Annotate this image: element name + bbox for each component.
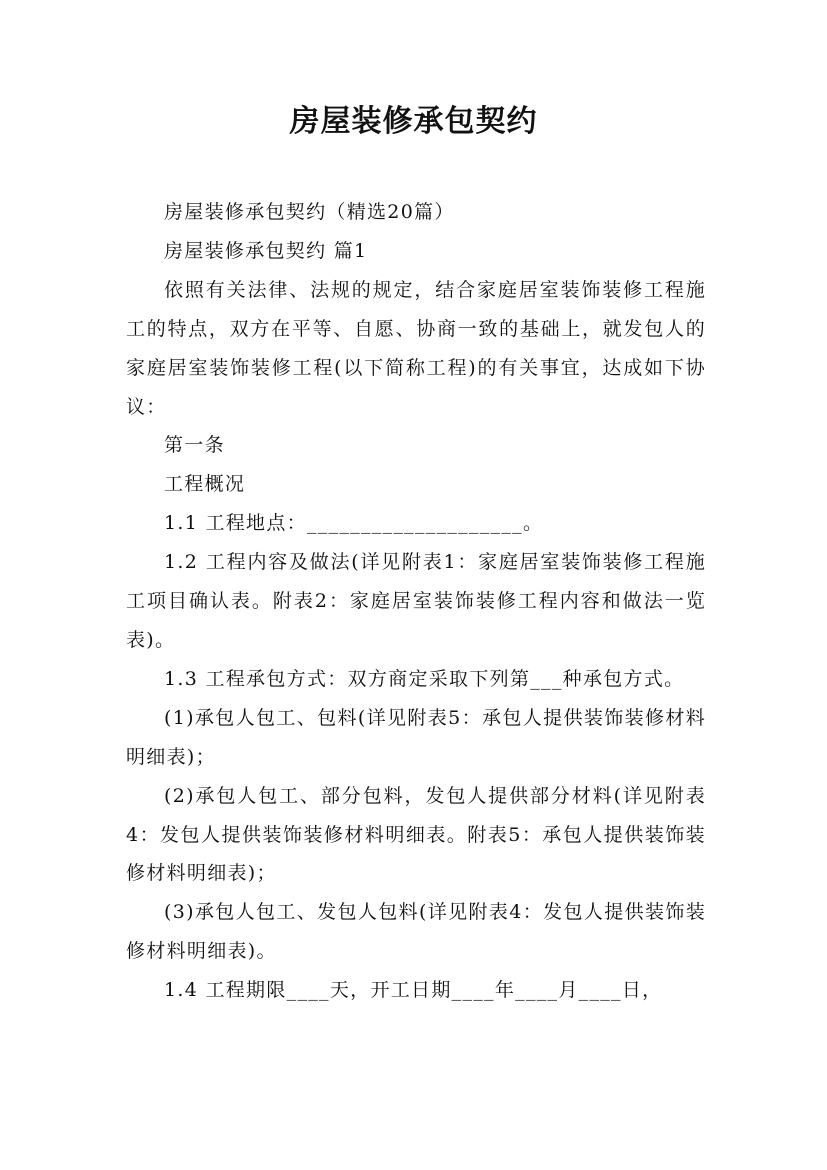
paragraph-option-1: (1)承包人包工、包料(详见附表5：承包人提供装饰装修材料明细表)； (126, 706, 706, 768)
document-body (126, 193, 706, 1010)
paragraph-clause-1-4: 1.4 工程期限____天，开工日期____年____月____日， (164, 979, 663, 1002)
paragraph-option-2: (2)承包人包工、部分包料，发包人提供部分材料(详见附表4：发包人提供装饰装修材料明细表。附表5：承包人提供装饰装修材料明细表)； (126, 784, 706, 885)
paragraph-chapter-heading: 房屋装修承包契约 篇1 (164, 239, 368, 262)
paragraph-subtitle: 房屋装修承包契约（精选20篇） (164, 201, 455, 223)
paragraph-option-3: (3)承包人包工、发包人包料(详见附表4：发包人提供装饰装修材料明细表)。 (126, 901, 706, 963)
paragraph-clause-1-1: 1.1 工程地点：____________________。 (164, 512, 544, 535)
paragraph-project-overview: 工程概况 (164, 473, 246, 496)
paragraph-article-one: 第一条 (164, 434, 225, 457)
document-title: 房屋装修承包契约 (289, 104, 538, 139)
paragraph-clause-1-2: 1.2 工程内容及做法(详见附表1：家庭居室装饰装修工程施工项目确认表。附表2：家庭居室装饰装修工程内容和做法一览表)。 (126, 551, 706, 651)
paragraph-clause-1-3: 1.3 工程承包方式：双方商定采取下列第___种承包方式。 (164, 667, 685, 690)
paragraph-preamble: 依照有关法律、法规的规定，结合家庭居室装饰装修工程施工的特点，双方在平等、自愿、协商一致的基础上，就发包人的家庭居室装饰装修工程(以下简称工程)的有关事宜，达成如下协议： (126, 278, 706, 418)
